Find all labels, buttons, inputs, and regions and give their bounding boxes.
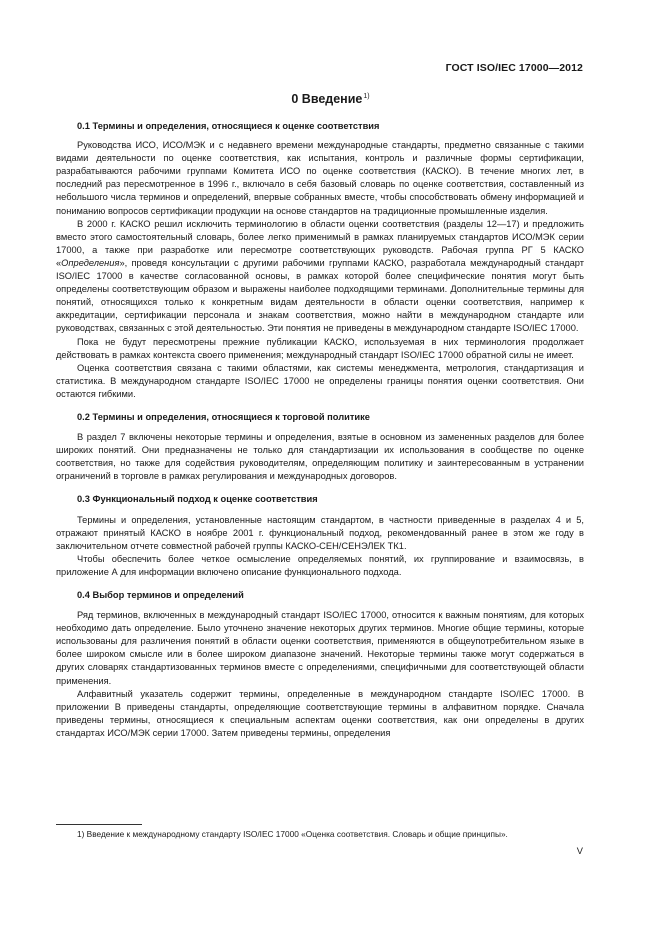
page-number: V (576, 846, 583, 856)
paragraph: Термины и определения, установленные настоящим стандартом, в частности приведенные в разделах 4 и 5, отражают принятый КАСКО в ноябре 2001 г. функциональный подход, рекомендованный ранее в этом же году в заключительном отчете совместной рабочей группы КАСКО-СЕН/СЕНЭЛЕК ТК1. (56, 514, 584, 551)
standard-code: ГОСТ ISO/IEC 17000—2012 (445, 62, 583, 74)
body-text (56, 120, 584, 740)
paragraph (56, 218, 584, 336)
paragraph: Ряд терминов, включенных в международный стандарт ISO/IEC 17000, относится к важным понятиям, для которых необходимо дать определение. Было уточнено значение некоторых других терминов. Многие общие термины, которые использованы для различения понятий в области оценки соответствия, применяются в общеупотребительном языке в более широком смысле или в более широком диапазоне значений. Некоторые термины также могут содержаться в других словарях стандартизованных терминов вместе с определениями, специфичными для соответствующей области применения. (56, 610, 584, 686)
section-heading-0-2: 0.2 Термины и определения, относящиеся к торговой политике (77, 411, 370, 422)
paragraph: В раздел 7 включены некоторые термины и определения, взятые в основном из замененных разделов для более широких понятий. Они предназначены не только для стандартизации их использования в сообществе по оценке соответствия, но также для содействия руководителям, определяющим политику и заинтересованным в устранении ограничений в торговле в рамках регулирования и международных договоров. (56, 432, 584, 482)
paragraph: Пока не будут пересмотрены прежние публикации КАСКО, используемая в них терминология продолжает действовать в рамках контекста своего применения; международный стандарт ISO/IEC 17000 обратной силы не имеет. (56, 336, 584, 360)
page-title (0, 92, 661, 106)
paragraph: Чтобы обеспечить более четкое осмысление определяемых понятий, их группирование и взаимосвязь, в приложение А для информации включено описание функционального подхода. (56, 553, 584, 577)
emphasis-text: Определения (61, 257, 120, 268)
section-heading-0-4: 0.4 Выбор терминов и определений (77, 590, 244, 600)
paragraph-text: В 2000 г. КАСКО решил исключить терминологию в области оценки соответствия (разделы 12—17) и предложить вместо этого самостоятельный словарь, более легко применимый в рамках планируемых стандартов ИСО/МЭК серии 17000, а также при разработке или пересмотре соответствующих руководств. Рабочая группа РГ 5 КАСКО « (56, 218, 584, 268)
paragraph: Руководства ИСО, ИСО/МЭК и с недавнего времени международные стандарты, предметно связанные с такими видами деятельности по оценке соответствия, как испытания, контроль и различные формы сертификации, разрабатываются рабочими группами Комитета ИСО по оценке соответствия (КАСКО). В течение многих лет, в последний раз пересмотренное в 1996 г., включало в себя базовый словарь по оценке соответствия, составленный из небольшого числа терминов и определений, впервые собранных вместе, чтобы способствовать обмену информацией и пониманию вопросов сертификации продукции на основе стандартов на традиционные промышленные изделия. (56, 140, 584, 216)
paragraph: Оценка соответствия связана с такими областями, как системы менеджмента, метрология, стандартизация и статистика. В международном стандарте ISO/IEC 17000 не определены границы понятия оценки соответствия. Они остаются гибкими. (56, 362, 584, 399)
footnote-mark: 1) (363, 93, 370, 100)
paragraph-text: », проведя консультации с другими рабочими группами КАСКО, разработала международный стандарт ISO/IEC 17000 в качестве согласованной основы, в рамках которой более специфические понятия могут быть определены соответствующим образом и выражены наиболее подходящими терминами. Дополнительные термины для понятий, относящихся только к конкретным видам деятельности в области оценки соответствия, например к аккредитации, сертификации персонала и знакам соответствия, можно найти в международном стандарте или руководствах, связанных с этой деятельностью. Эти понятия не приведены в международном стандарте ISO/IEC 17000. (56, 257, 584, 334)
footnote-divider (56, 824, 142, 825)
footnote: 1) Введение к международному стандарту ISO/IEC 17000 «Оценка соответствия. Словарь и общие принципы». (77, 829, 508, 839)
title-text: 0 Введение (291, 92, 363, 106)
paragraph: Алфавитный указатель содержит термины, определенные в международном стандарте ISO/IEC 17000. В приложении В приведены стандарты, определяющие соответствующие термины в алфавитном порядке. Сначала приведены термины, относящиеся к специальным аспектам оценки соответствия, как они определены в других стандартах ИСО/МЭК серии 17000. Затем приведены термины, определения (56, 688, 584, 738)
section-heading-0-3: 0.3 Функциональный подход к оценке соответствия (77, 494, 318, 505)
section-heading-0-1: 0.1 Термины и определения, относящиеся к оценке соответствия (77, 121, 380, 131)
